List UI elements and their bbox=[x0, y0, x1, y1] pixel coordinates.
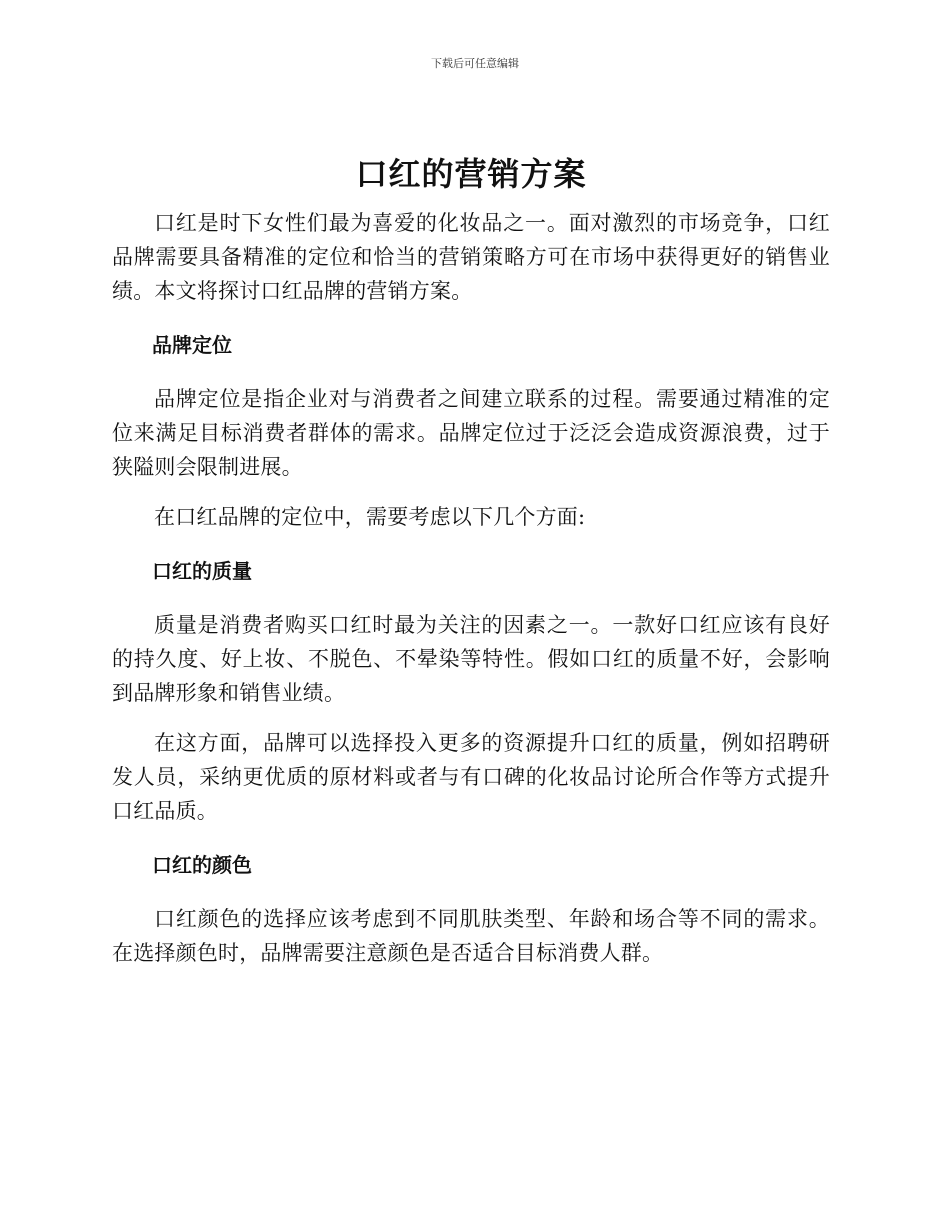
paragraph: 质量是消费者购买口红时最为关注的因素之一。一款好口红应该有良好的持久度、好上妆、不脱色、不晕染等特性。假如口红的质量不好，会影响到品牌形象和销售业绩。 bbox=[112, 613, 830, 705]
paragraph: 在口红品牌的定位中，需要考虑以下几个方面: bbox=[154, 505, 586, 529]
section-heading-brand-positioning: 品牌定位 bbox=[152, 333, 232, 357]
paragraph: 口红颜色的选择应该考虑到不同肌肤类型、年龄和场合等不同的需求。在选择颜色时，品牌需要注意颜色是否适合目标消费人群。 bbox=[112, 907, 830, 965]
paragraph: 品牌定位是指企业对与消费者之间建立联系的过程。需要通过精准的定位来满足目标消费者群体的需求。品牌定位过于泛泛会造成资源浪费，过于狭隘则会限制进展。 bbox=[112, 387, 830, 479]
section-heading-lipstick-quality: 口红的质量 bbox=[152, 559, 252, 583]
intro-paragraph: 口红是时下女性们最为喜爱的化妆品之一。面对激烈的市场竞争，口红品牌需要具备精准的定位和恰当的营销策略方可在市场中获得更好的销售业绩。本文将探讨口红品牌的营销方案。 bbox=[112, 211, 830, 303]
header-note: 下载后可任意编辑 bbox=[431, 57, 519, 70]
section-heading-lipstick-color: 口红的颜色 bbox=[152, 853, 252, 877]
document-title: 口红的营销方案 bbox=[355, 155, 587, 193]
document-body bbox=[112, 150, 830, 986]
paragraph: 在这方面，品牌可以选择投入更多的资源提升口红的质量，例如招聘研发人员，采纳更优质的原材料或者与有口碑的化妆品讨论所合作等方式提升口红品质。 bbox=[112, 731, 830, 823]
